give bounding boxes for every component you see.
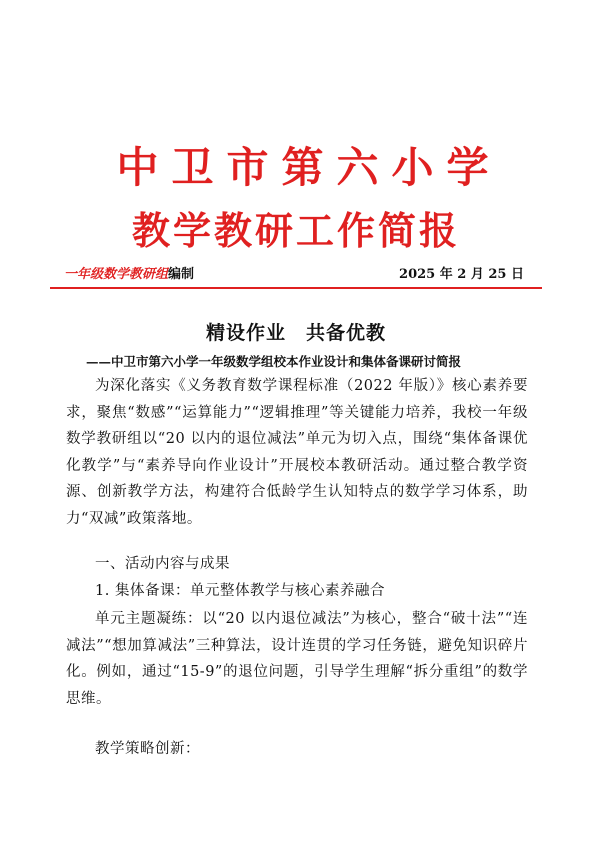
meta-row <box>64 263 524 281</box>
unit-theme-paragraph: 单元主题凝练：以“20 以内退位减法”为核心，整合“破十法”“连减法”“想加算减法”三种算法，设计连贯的学习任务链，避免知识碎片化。例如，通过“15-9”的退位问题，引导学生理解“拆分重组”的数学思维。 <box>66 611 528 707</box>
editor-line <box>64 263 194 282</box>
brief-title-heading: 教学教研工作简报 <box>131 208 460 253</box>
article-subtitle: ——中卫市第六小学一年级数学组校本作业设计和集体备课研讨简报 <box>86 354 462 369</box>
item-heading-1: 1. 集体备课：单元整体教学与核心素养融合 <box>95 583 385 599</box>
editor-org: 一年级数学教研组 <box>64 267 169 282</box>
strategy-paragraph: 教学策略创新： <box>95 741 200 757</box>
article-title: 精设作业 共备优教 <box>205 322 386 344</box>
editor-suffix: 编制 <box>168 267 195 282</box>
red-divider <box>50 287 542 289</box>
school-name-heading: 中卫市第六小学 <box>116 143 502 192</box>
intro-paragraph: 为深化落实《义务教育数学课程标准（2022 年版）》核心素养要求，聚焦“数感”“运算能力”“逻辑推理”等关键能力培养，我校一年级数学教研组以“20 以内的退位减法”单元为切入点，围绕“集体备课优化教学”与“素养导向作业设计”开展校本教研活动。通过整合教学资源、创新教学方法，构建符合低龄学生认知特点的数学学习体系，助力“双减”政策落地。 <box>66 378 528 527</box>
issue-date: 2025 年 2 月 25 日 <box>399 267 524 282</box>
section-heading-1: 一、活动内容与成果 <box>95 556 230 572</box>
